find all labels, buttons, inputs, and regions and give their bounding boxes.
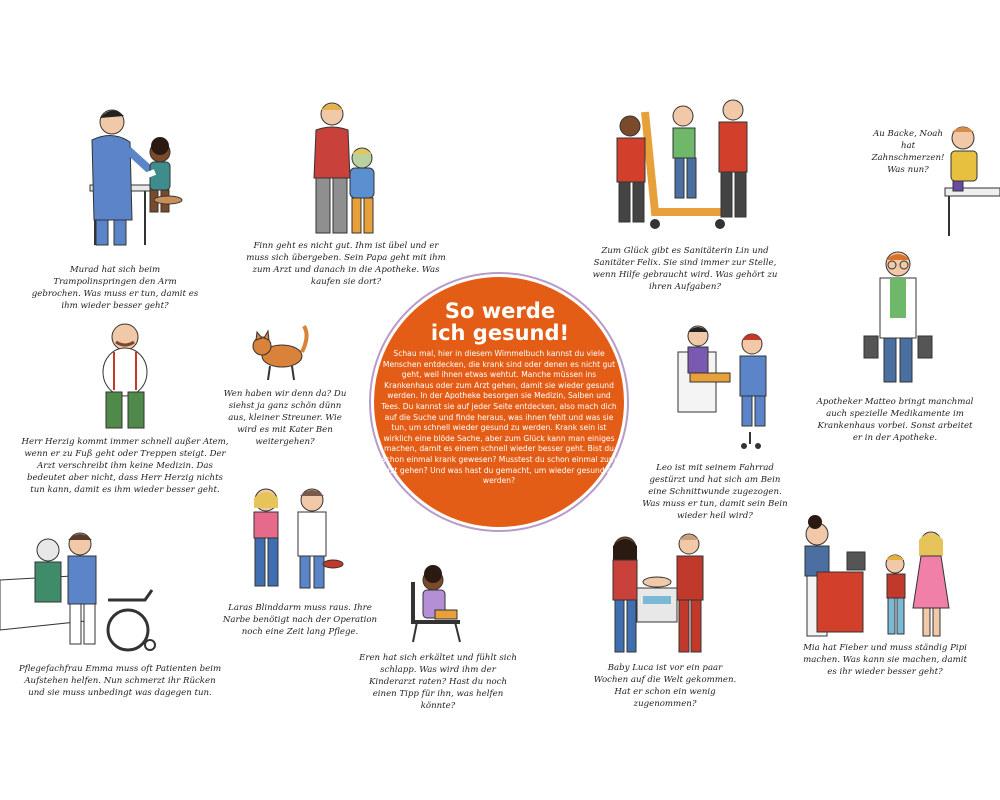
murad-illustration <box>60 100 190 250</box>
finn-illustration <box>300 98 390 238</box>
caption-murad: Murad hat sich beim Trampolinspringen den Arm gebrochen. Was muss er tun, damit es ihm wieder besser geht? <box>31 265 199 311</box>
leo-illustration <box>670 322 780 450</box>
emma-illustration <box>0 520 170 655</box>
center-text: Schau mal, hier in diesem Wimmelbuch kannst du viele Menschen entdecken, die krank sind oder denen es nicht gut geht, weil ihnen etwas wehtut. Manche müssen ins Krankenhaus oder zum Arzt gehen, damit sie wieder gesund werden. In der Apotheke besorgen sie Medizin, Salben und Tees. Du kannst sie auf jeder Seite entdecken, also mach dich auf die Suche und finde heraus, was ihnen fehlt und was sie tun, um schnell wieder gesund zu werden. Krank sein ist wirklich eine blöde Sache, aber zum Glück kann man einiges machen, damit es einem schnell wieder besser geht. Bist du schon einmal krank gewesen? Musstest du schon einmal zum Arzt gehen? Und was hast du gemacht, um wieder gesund zu werden? <box>381 349 617 486</box>
caption-noah: Au Backe, Noah hat Zahnschmerzen! Was nun? <box>871 129 945 175</box>
caption-herzig: Herr Herzig kommt immer schnell außer Atem, wenn er zu Fuß geht oder Treppen steigt. Der Arzt verschreibt ihm keine Medizin. Das bedeutet aber nicht, dass Herr Herzig nichts tun kann, damit es ihm wieder besser geht. <box>21 437 229 495</box>
caption-mia: Mia hat Fieber und muss ständig Pipi machen. Was kann sie machen, damit es ihr wieder besser geht? <box>803 643 967 677</box>
caption-eren: Eren hat sich erkältet und fühlt sich schlapp. Was wird ihm der Kinderarzt raten? Hast du noch einen Tipp für ihn, was helfen könnte? <box>359 653 517 711</box>
matteo-illustration <box>862 248 934 388</box>
baby-luca-illustration <box>605 528 720 656</box>
mia-illustration <box>795 512 965 640</box>
noah-illustration <box>925 118 1000 238</box>
caption-emma: Pflegefachfrau Emma muss oft Patienten beim Aufstehen helfen. Nun schmerzt ihr Rücken und sie muss unbedingt was dagegen tun. <box>18 664 222 698</box>
caption-leo: Leo ist mit seinem Fahrrad gestürzt und hat sich am Bein eine Schnittwunde zugezogen. Was muss er tun, damit sein Bein wieder heil wird? <box>642 463 788 521</box>
kater-ben-illustration <box>248 322 310 384</box>
caption-lara: Laras Blinddarm muss raus. Ihre Narbe benötigt nach der Operation noch eine Zeit lang Pflege. <box>222 603 378 637</box>
caption-kater: Wen haben wir denn da? Du siehst ja ganz schön dünn aus, kleiner Streuner. Wie wird es mit Kater Ben weitergehen? <box>223 389 347 447</box>
caption-luca: Baby Luca ist vor ein paar Wochen auf die Welt gekommen. Hat er schon ein wenig zugenommen? <box>593 663 737 709</box>
herr-herzig-illustration <box>90 322 160 430</box>
paramedics-illustration <box>605 92 760 232</box>
caption-matteo: Apotheker Matteo bringt manchmal auch spezielle Medikamente im Krankenhaus vorbei. Sonst arbeitet er in der Apotheke. <box>816 397 974 443</box>
eren-illustration <box>405 562 470 644</box>
caption-sanitaeter: Zum Glück gibt es Sanitäterin Lin und Sanitäter Felix. Sie sind immer zur Stelle, wenn Hilfe gebraucht wird. Was gehört zu ihren Aufgaben? <box>592 246 778 292</box>
caption-finn: Finn geht es nicht gut. Ihm ist übel und er muss sich übergeben. Sein Papa geht mit ihm zum Arzt und danach in die Apotheke. Was kaufen sie dort? <box>246 241 446 287</box>
center-title: So werde ich gesund! <box>430 299 570 345</box>
lara-illustration <box>238 486 348 596</box>
